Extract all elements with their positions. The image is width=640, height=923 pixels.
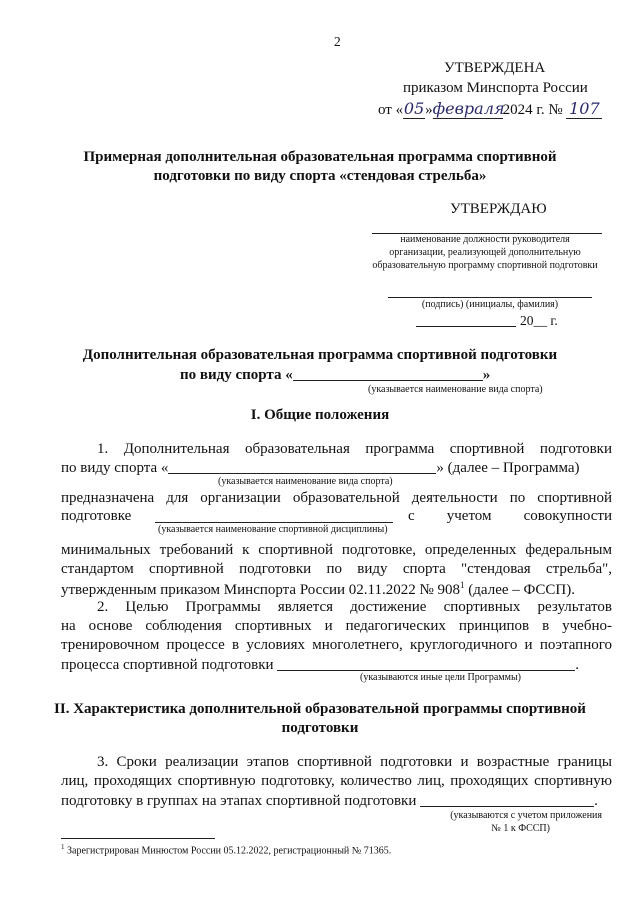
- p1-line2-b: » (далее – Программа): [436, 460, 580, 476]
- p1-line5: минимальных требований к спортивной подготовке, определенных федеральным: [61, 542, 612, 558]
- p1-line4-a: подготовке: [61, 508, 132, 524]
- main-title-line1: Примерная дополнительная образовательная программа спортивной: [83, 149, 557, 165]
- approve-caption2: организации, реализующей дополнительную: [389, 247, 581, 258]
- p2-line1: 2. Целью Программы является достижение спортивных результатов: [97, 599, 612, 615]
- p1-line4-b: с учетом совокупности: [408, 508, 612, 524]
- p1-line7: [61, 580, 575, 599]
- p3-caption1: (указываются с учетом приложения: [450, 810, 602, 821]
- footnote-separator: [61, 838, 215, 839]
- p3-line1: 3. Сроки реализации этапов спортивной подготовки и возрастные границы: [97, 754, 612, 770]
- approval-date-line: [378, 99, 602, 119]
- p2-line4-b: .: [575, 657, 580, 673]
- p1-caption1: (указывается наименование вида спорта): [218, 476, 393, 487]
- p2-line3: тренировочном процессе в условиях многолетнего, круглогодичного и поэтапного: [61, 637, 612, 653]
- section2-heading-line1: II. Характеристика дополнительной образовательной программы спортивной: [54, 701, 586, 717]
- page-number: 2: [334, 34, 341, 49]
- approval-date-mid: »: [425, 102, 433, 118]
- p1-line3: предназначена для организации образовательной деятельности по спортивной: [61, 490, 612, 506]
- p1-line1: 1. Дополнительная образовательная программа спортивной подготовки: [97, 441, 612, 457]
- p3-line3: [61, 792, 598, 810]
- program-title-prefix: по виду спорта «: [180, 367, 293, 383]
- p3-line2: лиц, проходящих спортивную подготовку, количество лиц, проходящих спортивную: [61, 773, 612, 789]
- footnote-mark: 1: [61, 843, 65, 851]
- p3-line3-b: .: [594, 793, 598, 809]
- approve-caption3: образовательную программу спортивной подготовки: [372, 260, 598, 271]
- section2-heading-line2: подготовки: [281, 720, 359, 736]
- p1-line7-b: (далее – ФССП).: [464, 582, 575, 598]
- main-title-line2: подготовки по виду спорта «стендовая стрельба»: [153, 168, 487, 184]
- p1-discipline-blank: [155, 522, 393, 523]
- p2-line4-a: процесса спортивной подготовки: [61, 657, 274, 673]
- program-title-line1: Дополнительная образовательная программа спортивной подготовки: [82, 347, 558, 363]
- signature-caption: (подпись) (инициалы, фамилия): [421, 299, 559, 310]
- program-title-line2: [180, 366, 490, 384]
- p1-line2: [61, 459, 580, 477]
- date-line: [416, 326, 516, 327]
- p1-sport-blank: [168, 459, 436, 474]
- p1-caption2: (указывается наименование спортивной дисциплины): [158, 524, 388, 535]
- signature-line: [388, 297, 592, 298]
- approval-date-year: 2024 г. №: [502, 102, 563, 118]
- approval-date-prefix: от «: [378, 102, 404, 118]
- p3-caption2: № 1 к ФССП): [491, 823, 550, 834]
- p2-line2: на основе соблюдения спортивных и педагогических принципов в учебно-: [61, 618, 612, 634]
- p3-groups-blank: [420, 792, 594, 807]
- p2-caption: (указываются иные цели Программы): [360, 672, 522, 683]
- p2-goals-blank: [277, 656, 575, 671]
- handwritten-month: февраля: [432, 99, 505, 118]
- p1-line2-a: по виду спорта «: [61, 460, 169, 476]
- footnote: [61, 843, 391, 856]
- program-title-caption: (указывается наименование вида спорта): [368, 384, 543, 395]
- approve-caption1: наименование должности руководителя: [400, 234, 570, 245]
- handwritten-day: 05: [403, 99, 425, 118]
- sport-name-blank: [293, 366, 483, 381]
- p3-line3-a: подготовку в группах на этапах спортивной подготовки: [61, 793, 417, 809]
- p1-line7-a: утвержденным приказом Минспорта России 02.11.2022 № 908: [61, 582, 461, 598]
- footnote-ref: 1: [460, 580, 465, 590]
- approval-title: УТВЕРЖДЕНА: [444, 60, 546, 76]
- approve-label: УТВЕРЖДАЮ: [450, 201, 547, 217]
- program-title-suffix: »: [482, 367, 491, 383]
- p1-line6: стандартом спортивной подготовки по виду спорта "стендовая стрельба",: [61, 561, 612, 577]
- handwritten-order-number: 107: [566, 99, 602, 119]
- footnote-text: Зарегистрирован Минюстом России 05.12.2022, регистрационный № 71365.: [67, 845, 392, 857]
- section1-heading: I. Общие положения: [250, 407, 390, 423]
- approve-date-suffix: 20__ г.: [520, 313, 558, 328]
- approval-order-line: приказом Минспорта России: [403, 80, 588, 96]
